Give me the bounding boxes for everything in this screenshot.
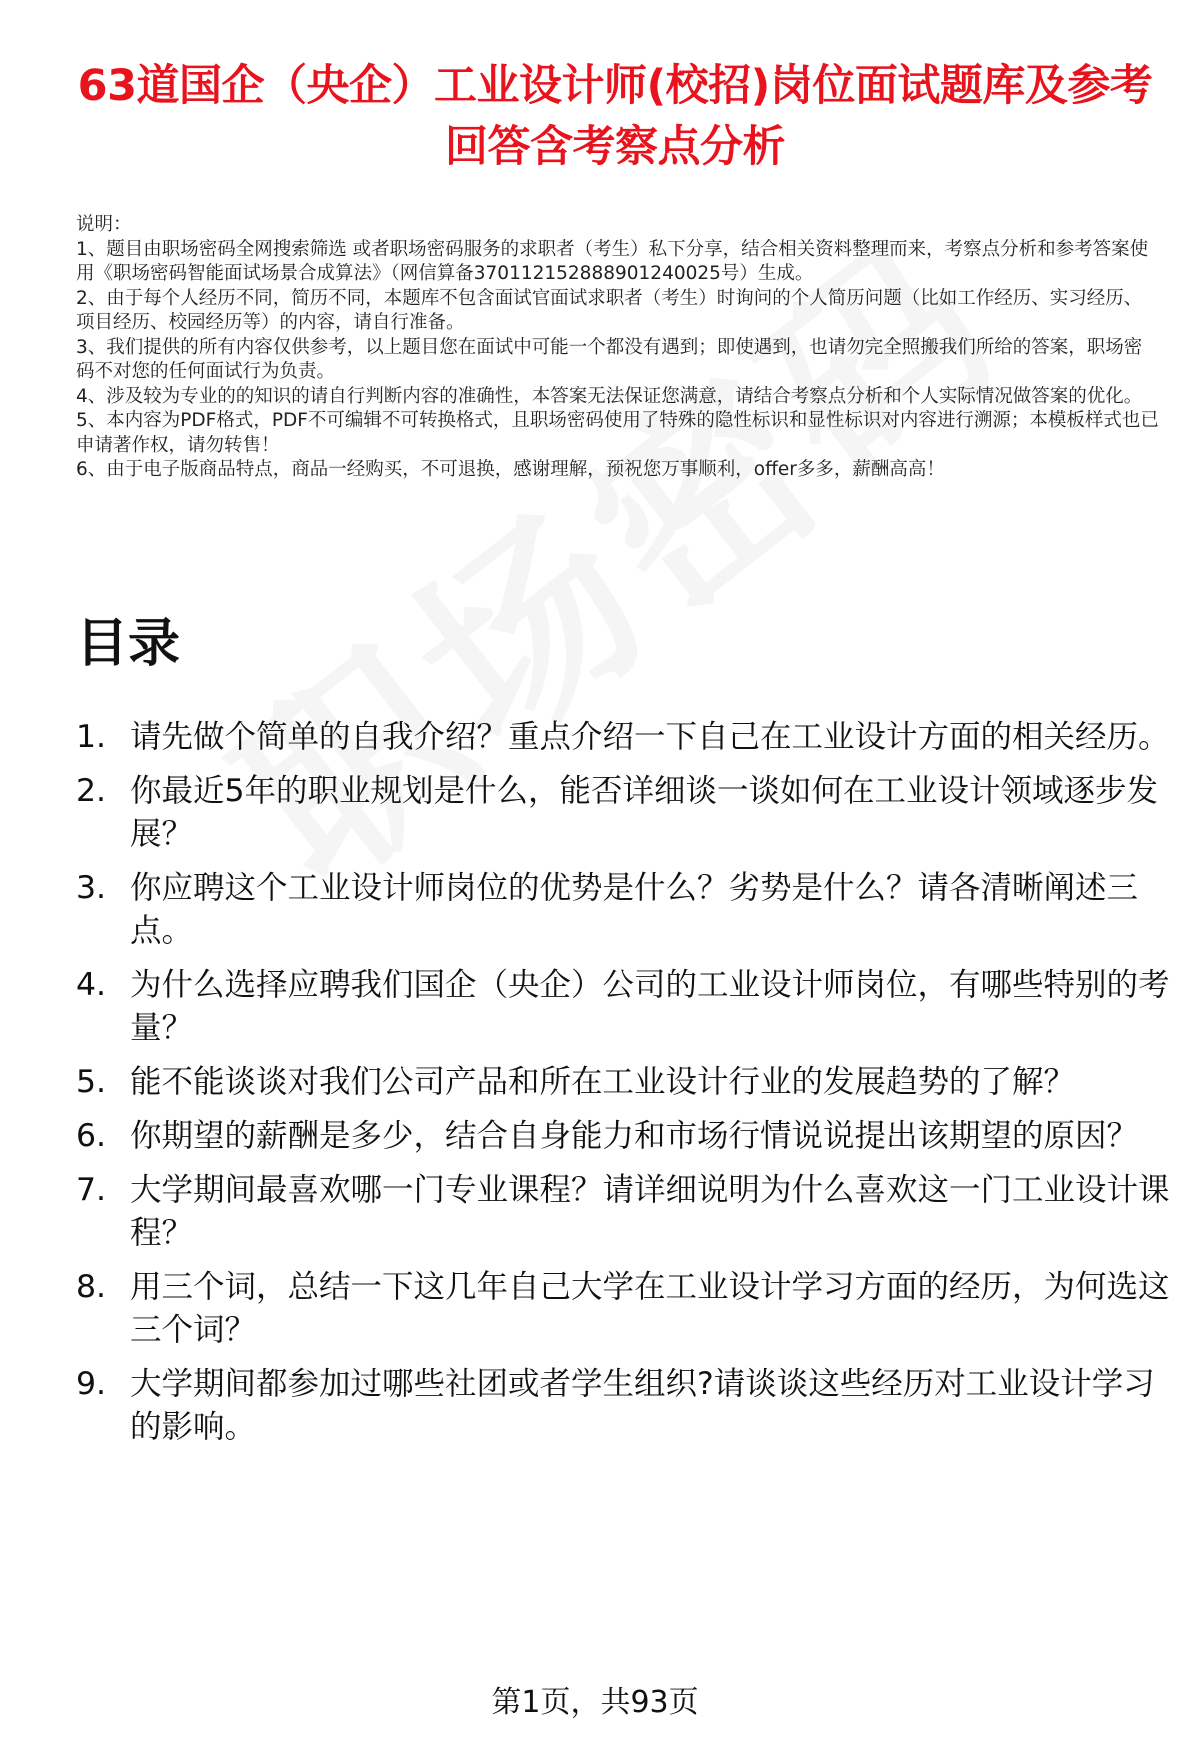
- toc-item[interactable]: [76, 770, 1176, 856]
- toc-item-text: 大学期间最喜欢哪一门专业课程？请详细说明为什么喜欢这一门工业设计课程？: [130, 1172, 1170, 1251]
- note-item: 3、我们提供的所有内容仅供参考，以上题目您在面试中可能一个都没有遇到；即使遇到，也请勿完全照搬我们所给的答案，职场密码不对您的任何面试行为负责。: [76, 336, 1143, 382]
- toc-item[interactable]: [76, 1061, 1176, 1104]
- toc-item-number: 3.: [76, 870, 107, 906]
- toc-item-number: 8.: [76, 1269, 107, 1305]
- note-item: 2、由于每个人经历不同，简历不同，本题库不包含面试官面试求职者（考生）时询问的个人简历问题（比如工作经历、实习经历、项目经历、校园经历等）的内容，请自行准备。: [76, 287, 1143, 333]
- page-title: 63道国企（央企）工业设计师(校招)岗位面试题库及参考回答含考察点分析: [77, 61, 1153, 172]
- note-item: 1、题目由职场密码全网搜索筛选 或者职场密码服务的求职者（考生）私下分享，结合相关资料整理而来，考察点分析和参考答案使用《职场密码智能面试场景合成算法》（网信算备370112152888901240025号）生成。: [76, 238, 1149, 284]
- toc-item-text: 能不能谈谈对我们公司产品和所在工业设计行业的发展趋势的了解？: [130, 1064, 1076, 1100]
- toc-item[interactable]: [76, 1169, 1176, 1255]
- toc-item[interactable]: [76, 1115, 1176, 1158]
- toc-item-text: 用三个词，总结一下这几年自己大学在工业设计学习方面的经历，为何选这三个词？: [130, 1269, 1170, 1348]
- toc-item[interactable]: [76, 1266, 1176, 1352]
- toc-item-number: 5.: [76, 1064, 107, 1100]
- note-item: 6、由于电子版商品特点，商品一经购买，不可退换，感谢理解，预祝您万事顺利，offer多多，薪酬高高！: [76, 459, 945, 480]
- toc-item-number: 1.: [76, 719, 107, 755]
- toc-item-number: 2.: [76, 773, 107, 809]
- toc-item-text: 你最近5年的职业规划是什么，能否详细谈一谈如何在工业设计领域逐步发展？: [130, 773, 1159, 852]
- toc-item[interactable]: [76, 716, 1176, 759]
- notes-heading: 说明：: [76, 214, 132, 235]
- toc-item-text: 大学期间都参加过哪些社团或者学生组织?请谈谈这些经历对工业设计学习的影响。: [130, 1366, 1155, 1445]
- toc-item-text: 请先做个简单的自我介绍？重点介绍一下自己在工业设计方面的相关经历。: [130, 719, 1170, 755]
- toc-item[interactable]: [76, 964, 1176, 1050]
- note-item: 4、涉及较为专业的的知识的请自行判断内容的准确性，本答案无法保证您满意，请结合考察点分析和个人实际情况做答案的优化。: [76, 385, 1143, 407]
- toc-item-number: 6.: [76, 1118, 107, 1154]
- table-of-contents: [76, 716, 1176, 1460]
- page-footer: 第1页，共93页: [491, 1685, 699, 1720]
- toc-heading: 目录: [76, 614, 181, 674]
- toc-item[interactable]: [76, 1363, 1176, 1449]
- toc-item-number: 7.: [76, 1172, 107, 1208]
- toc-item-text: 为什么选择应聘我们国企（央企）公司的工业设计师岗位，有哪些特别的考量？: [130, 967, 1170, 1046]
- toc-item[interactable]: [76, 867, 1176, 953]
- toc-item-text: 你应聘这个工业设计师岗位的优势是什么？劣势是什么？请各清晰阐述三点。: [130, 870, 1139, 949]
- toc-item-number: 4.: [76, 967, 107, 1003]
- notes-section: [76, 213, 1160, 483]
- toc-item-text: 你期望的薪酬是多少，结合自身能力和市场行情说说提出该期望的原因？: [130, 1118, 1139, 1154]
- note-item: 5、本内容为PDF格式，PDF不可编辑不可转换格式，且职场密码使用了特殊的隐性标识和显性标识对内容进行溯源；本模板样式也已申请著作权，请勿转售！: [76, 410, 1159, 456]
- toc-item-number: 9.: [76, 1366, 107, 1402]
